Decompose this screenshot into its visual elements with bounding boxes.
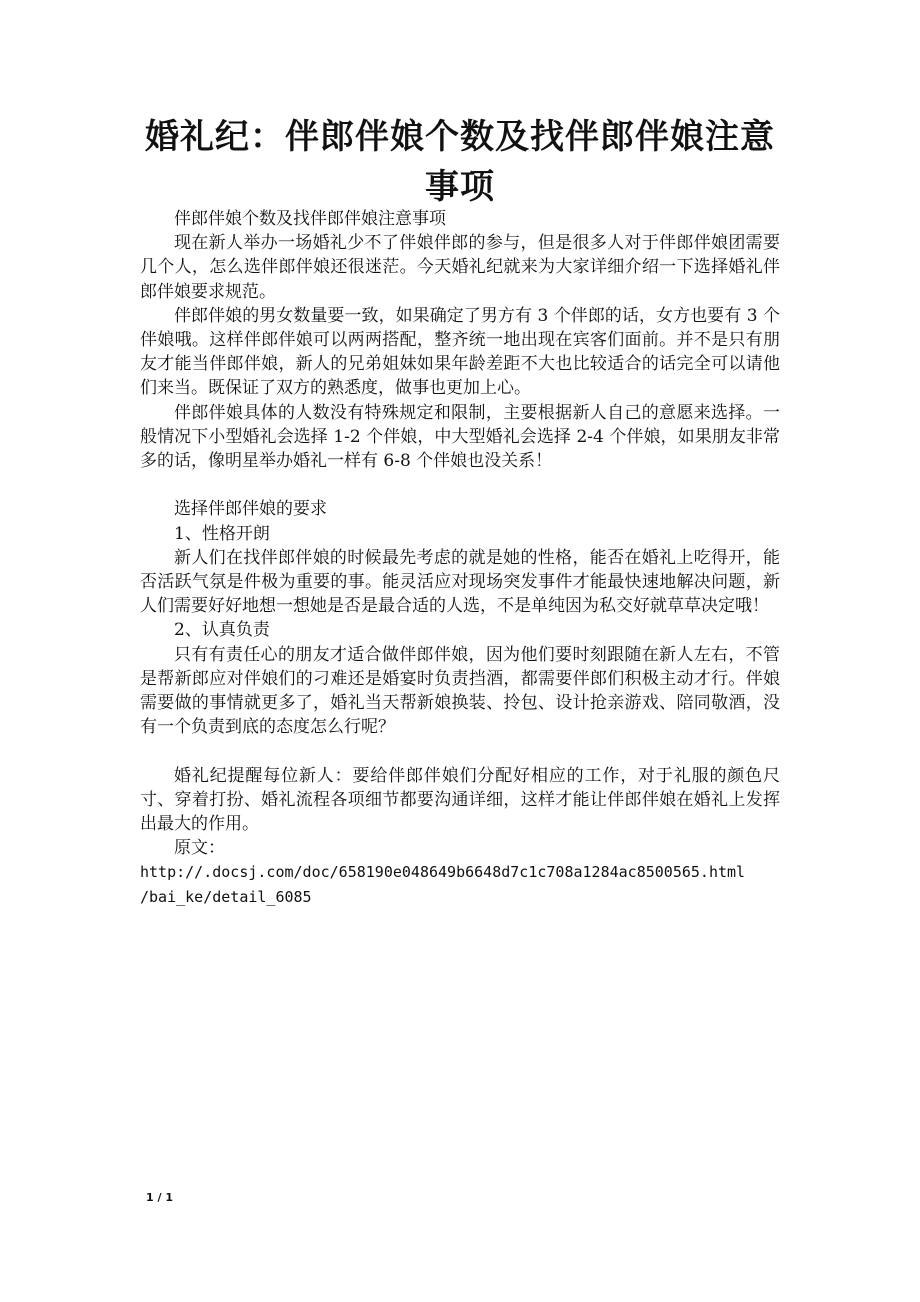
reminder-paragraph: 婚礼纪提醒每位新人：要给伴郎伴娘们分配好相应的工作，对于礼服的颜色尺寸、穿着打扮、婚礼流程各项细节都要沟通详细，这样才能让伴郎伴娘在婚礼上发挥出最大的作用。: [140, 765, 780, 835]
source-url-line-2[interactable]: /bai_ke/detail_6085: [140, 887, 312, 906]
blank-line: [140, 739, 780, 763]
source-label: 原文：: [174, 838, 225, 859]
intro-paragraph: 现在新人举办一场婚礼少不了伴娘伴郎的参与，但是很多人对于伴郎伴娘团需要几个人，怎么选伴郎伴娘还很迷茫。今天婚礼纪就来为大家详细介绍一下选择婚礼伴郎伴娘要求规范。: [140, 233, 780, 302]
item-heading-personality: 1、性格开朗: [174, 523, 270, 544]
page-indicator: 1 / 1: [146, 1191, 173, 1204]
count-paragraph: 伴郎伴娘的男女数量要一致，如果确定了男方有 3 个伴郎的话，女方也要有 3 个伴娘哦。这样伴郎伴娘可以两两搭配，整齐统一地出现在宾客们面前。并不是只有朋友才能当伴郎伴娘，新人的兄弟姐妹如果年龄差距不大也比较适合的话完全可以请他们来当。既保证了双方的熟悉度，做事也更加上心。: [140, 305, 780, 399]
personality-paragraph: 新人们在找伴郎伴娘的时候最先考虑的就是她的性格，能否在婚礼上吃得开，能否活跃气氛是件极为重要的事。能灵活应对现场突发事件才能最快速地解决问题，新人们需要好好地想一想她是否是最合适的人选，不是单纯因为私交好就草草决定哦！: [140, 547, 780, 617]
section-heading: 选择伴郎伴娘的要求: [174, 499, 327, 520]
blank-line: [140, 473, 780, 497]
responsibility-paragraph: 只有有责任心的朋友才适合做伴郎伴娘，因为他们要时刻跟随在新人左右，不管是帮新郎应对伴娘们的刁难还是婚宴时负责挡酒，都需要伴郎们积极主动才行。伴娘需要做的事情就更多了，婚礼当天帮新娘换装、拎包、设计抢亲游戏、陪同敬酒，没有一个负责到底的态度怎么行呢？: [140, 644, 780, 738]
source-url-line-1[interactable]: http://.docsj.com/doc/658190e048649b6648d7c1c708a1284ac8500565.html: [140, 863, 746, 882]
item-heading-responsibility: 2、认真负责: [174, 620, 270, 641]
subtitle-paragraph: 伴郎伴娘个数及找伴郎伴娘注意事项: [174, 209, 446, 229]
document-body: [140, 207, 780, 909]
number-paragraph: 伴郎伴娘具体的人数没有特殊规定和限制，主要根据新人自己的意愿来选择。一般情况下小型婚礼会选择 1-2 个伴娘，中大型婚礼会选择 2-4 个伴娘，如果朋友非常多的话，像明星举办婚礼一样有 6-8 个伴娘也没关系！: [140, 402, 780, 472]
document-title: 婚礼纪：伴郎伴娘个数及找伴郎伴娘注意事项: [145, 117, 775, 207]
